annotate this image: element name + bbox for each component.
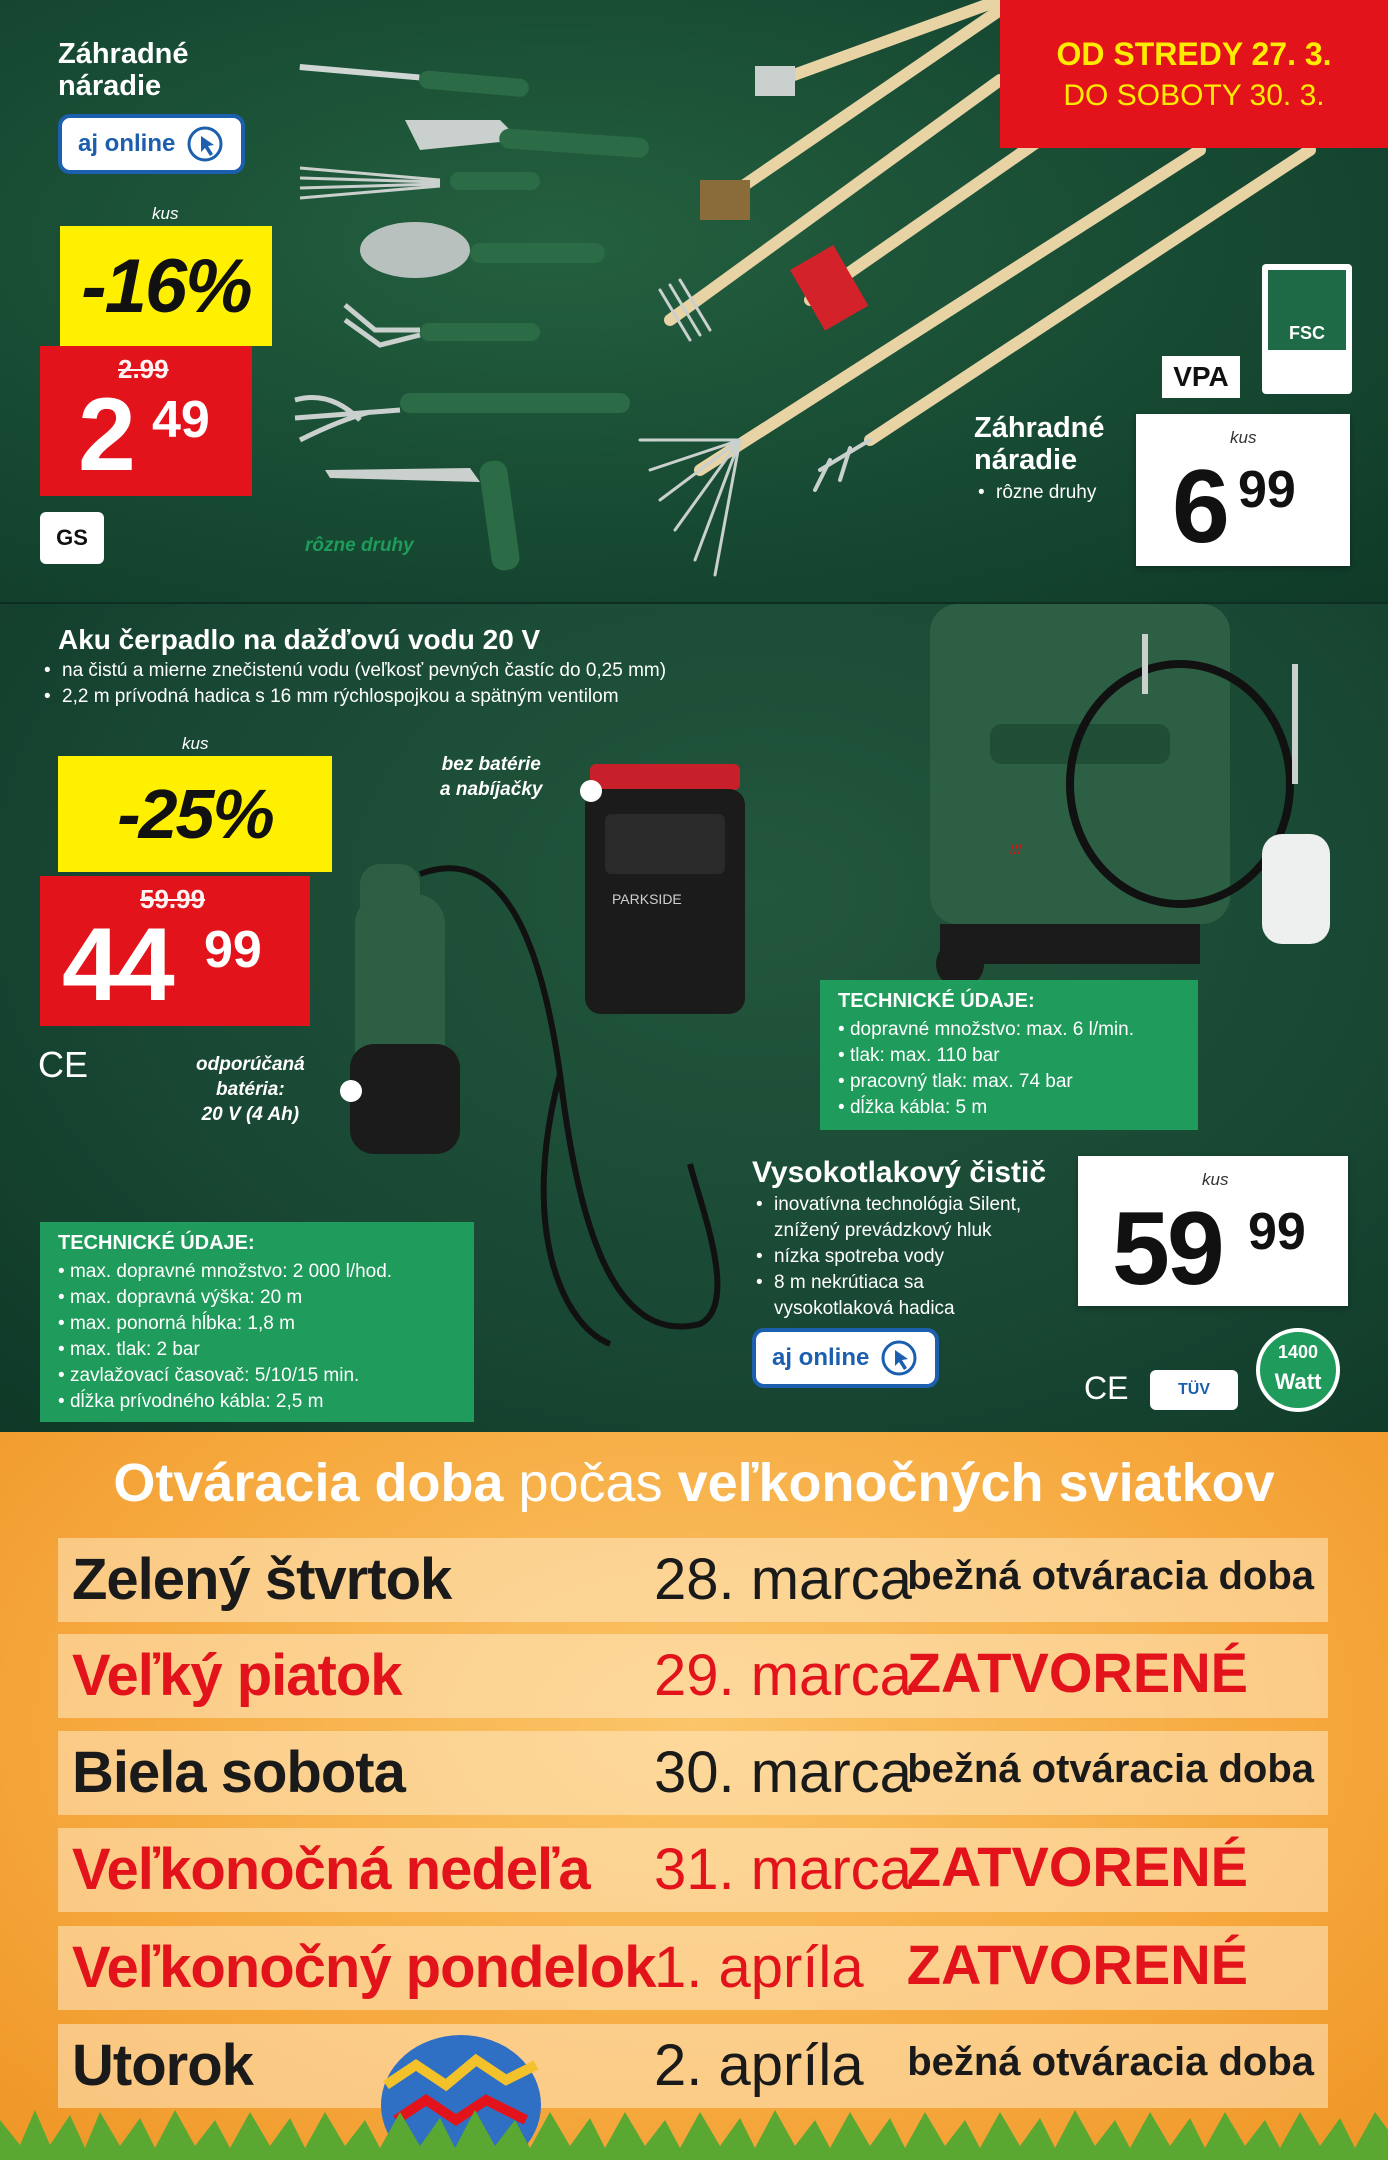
- unit-label: kus: [1202, 1170, 1229, 1189]
- unit-label: kus: [182, 734, 209, 753]
- online-button-tools[interactable]: [58, 114, 245, 174]
- tuv-gs-icon: [1150, 1370, 1238, 1410]
- fsc-label: FSC: [1289, 323, 1325, 343]
- washer-spec-box: [820, 980, 1198, 1130]
- hours-day: Veľkonočná nedeľa: [72, 1837, 590, 1902]
- hand-tools-image: [295, 64, 650, 572]
- online-button-washer[interactable]: [752, 1328, 939, 1388]
- tuv-label: TÜV: [1178, 1381, 1210, 1398]
- spec-item: • pracovný tlak: max. 74 bar: [838, 1069, 1180, 1095]
- bullet-item: • 2,2 m prívodná hadica s 16 mm rýchlospojkou a spätným ventilom: [40, 684, 666, 710]
- hours-status: bežná otváracia doba: [907, 2040, 1314, 2084]
- spec-item: • max. ponorná hĺbka: 1,8 m: [58, 1311, 456, 1337]
- title-part: Otváracia doba: [113, 1453, 504, 1513]
- hours-status: ZATVORENÉ: [906, 1933, 1248, 1996]
- grass-decoration: [0, 2090, 1388, 2160]
- hours-status: ZATVORENÉ: [906, 1641, 1248, 1704]
- variety-note: rôzne druhy: [305, 535, 414, 556]
- hours-day: Utorok: [72, 2033, 253, 2098]
- tools-right-price: [1136, 414, 1350, 566]
- bullet-item: • inovatívna technológia Silent, znížený prevádzkový hluk: [752, 1192, 1021, 1244]
- bullet-item: • 8 m nekrútiaca sa vysokotlaková hadica: [752, 1270, 1021, 1322]
- callout-dot: [580, 780, 602, 802]
- pump-title: Aku čerpadlo na dažďovú vodu 20 V: [58, 624, 541, 655]
- gs-certification-icon: GS: [40, 512, 104, 564]
- pressure-washer-image: [930, 604, 1330, 988]
- hours-date: 31. marca: [654, 1837, 912, 1902]
- washer-price: [1078, 1156, 1348, 1306]
- spec-item: • dĺžka prívodného kábla: 2,5 m: [58, 1389, 456, 1415]
- price-main: 6: [1172, 449, 1227, 565]
- spec-title: TECHNICKÉ ÚDAJE:: [58, 1232, 255, 1254]
- watt-label: Watt: [1274, 1369, 1322, 1394]
- vpa-logo: VPA: [1162, 356, 1240, 398]
- online-label: aj online: [772, 1344, 870, 1371]
- watt-value: 1400: [1277, 1342, 1319, 1362]
- price-cents: 49: [152, 391, 210, 449]
- hours-date: 2. apríla: [654, 2033, 864, 2098]
- spec-item: • dĺžka kábla: 5 m: [838, 1095, 1180, 1121]
- pump-bullets: [40, 658, 666, 710]
- price-main: 59: [1112, 1191, 1222, 1307]
- hours-day: Biela sobota: [72, 1740, 405, 1805]
- old-price: 59.99: [140, 884, 206, 914]
- price-main: 2: [78, 377, 133, 493]
- price-tag: [40, 346, 252, 496]
- hours-row: [58, 1926, 1328, 2010]
- spec-title: TECHNICKÉ ÚDAJE:: [838, 990, 1035, 1012]
- hours-day: Veľký piatok: [72, 1643, 402, 1708]
- price-cents: 99: [204, 921, 262, 979]
- title-part: veľkonočných sviatkov: [677, 1453, 1275, 1513]
- opening-hours-title: [0, 1452, 1388, 1514]
- hours-date: 1. apríla: [654, 1935, 864, 2000]
- pointer-hand-icon: [879, 1338, 919, 1378]
- bullet-item: • rôzne druhy: [974, 480, 1096, 506]
- pointer-hand-icon: [185, 124, 225, 164]
- offer-date-banner: [1000, 0, 1388, 148]
- hours-date: 29. marca: [654, 1643, 912, 1708]
- online-label: aj online: [78, 130, 176, 157]
- washer-title: Vysokotlakový čistič: [752, 1156, 1047, 1189]
- pump-spec-box: [40, 1222, 474, 1422]
- spec-item: • tlak: max. 110 bar: [838, 1043, 1180, 1069]
- callout-no-battery: bez batérie a nabíjačky: [440, 754, 543, 800]
- garden-tools-panel: [0, 0, 1388, 602]
- date-from: OD STREDY 27. 3.: [1056, 36, 1332, 72]
- hours-row: [58, 1538, 1328, 1622]
- pump-image: [350, 864, 460, 1154]
- old-price: 2.99: [118, 354, 169, 384]
- tools-right-title: Záhradné náradie: [974, 412, 1105, 476]
- price-main: 44: [62, 907, 172, 1023]
- spec-item: • max. dopravná výška: 20 m: [58, 1285, 456, 1311]
- hours-day: Zelený štvrtok: [72, 1547, 452, 1612]
- spec-item: • max. tlak: 2 bar: [58, 1337, 456, 1363]
- bullet-item: • nízka spotreba vody: [752, 1244, 1021, 1270]
- callout-dot: [340, 1080, 362, 1102]
- hours-day: Veľkonočný pondelok: [72, 1935, 656, 2000]
- hours-date: 30. marca: [654, 1740, 912, 1805]
- discount-badge: -16%: [60, 226, 272, 346]
- unit-label: kus: [1230, 428, 1257, 447]
- spec-item: • max. dopravné množstvo: 2 000 l/hod.: [58, 1259, 456, 1285]
- fsc-logo: [1262, 264, 1352, 394]
- battery-image: [585, 764, 745, 1014]
- ce-mark: CE: [38, 1044, 89, 1085]
- svg-text:///: ///: [1010, 841, 1022, 857]
- battery-brand: PARKSIDE: [612, 891, 682, 907]
- price-cents: 99: [1238, 461, 1296, 519]
- hours-status: ZATVORENÉ: [906, 1835, 1248, 1898]
- spec-item: • dopravné množstvo: max. 6 l/min.: [838, 1017, 1180, 1043]
- date-to: DO SOBOTY 30. 3.: [1063, 79, 1325, 112]
- price-tag: [40, 876, 310, 1026]
- callout-recommended-battery: odporúčaná batéria: 20 V (4 Ah): [196, 1054, 305, 1125]
- hours-row: [58, 1828, 1328, 1912]
- tools-right-bullets: [974, 480, 1096, 506]
- spec-item: • zavlažovací časovač: 5/10/15 min.: [58, 1363, 456, 1389]
- hours-row: [58, 1731, 1328, 1815]
- hours-status: bežná otváracia doba: [907, 1747, 1314, 1791]
- bullet-item: • na čistú a mierne znečistenú vodu (veľkosť pevných častíc do 0,25 mm): [40, 658, 666, 684]
- price-cents: 99: [1248, 1203, 1306, 1261]
- watt-badge: [1256, 1328, 1340, 1412]
- tools-left-title: Záhradné náradie: [58, 38, 189, 102]
- title-part: počas: [518, 1453, 663, 1513]
- hours-row: [58, 1634, 1328, 1718]
- hours-date: 28. marca: [654, 1547, 912, 1612]
- discount-badge: -25%: [58, 756, 332, 872]
- washer-bullets: [752, 1192, 1021, 1322]
- unit-label: kus: [152, 204, 179, 223]
- pump-washer-panel: [0, 602, 1388, 1432]
- ce-mark: CE: [1084, 1370, 1129, 1406]
- hours-status: bežná otváracia doba: [907, 1554, 1314, 1598]
